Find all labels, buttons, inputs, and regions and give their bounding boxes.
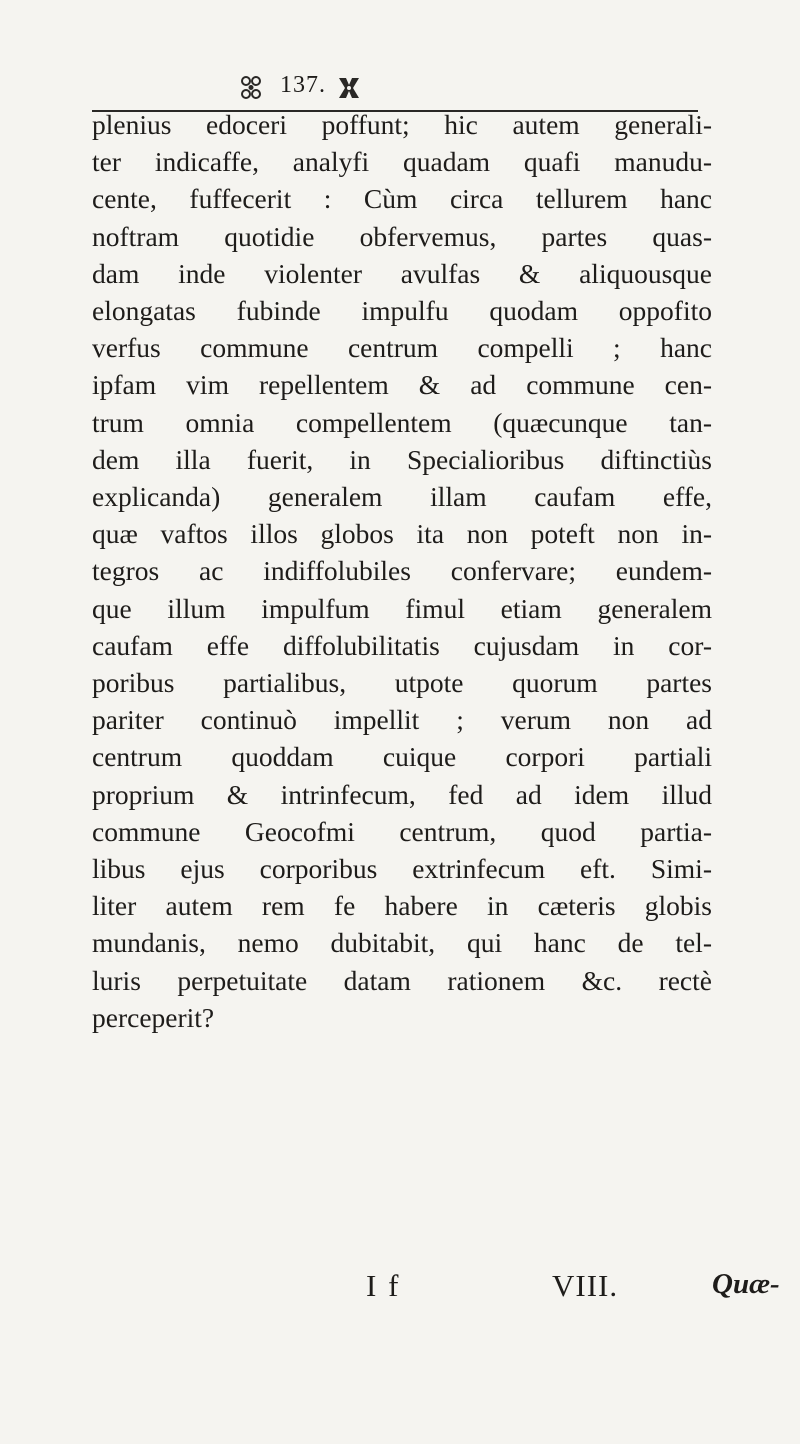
body-paragraph <box>92 106 712 1036</box>
text-line: pariter continuò impellit ; verum non ad <box>92 704 712 736</box>
text-line: centrum quoddam cuique corpori partiali <box>92 741 712 773</box>
text-line: commune Geocofmi centrum, quod partia- <box>92 815 712 847</box>
text-line: liter autem rem fe habere in cæteris globis <box>92 890 712 922</box>
catchword: Quæ- <box>712 1268 780 1300</box>
text-line: caufam effe diffolubilitatis cujusdam in cor- <box>92 629 712 661</box>
signature-mark: I f <box>366 1268 401 1303</box>
text-line: plenius edoceri poffunt; hic autem generali- <box>92 109 712 140</box>
text-line: perceperit? <box>92 1001 215 1033</box>
text-line: cente, fuffecerit : Cùm circa tellurem hanc <box>92 183 712 215</box>
text-line: que illum impulfum fimul etiam generalem <box>92 592 712 624</box>
text-line: ter indicaffe, analyfi quadam quafi manudu- <box>92 146 712 178</box>
text-line: mundanis, nemo dubitabit, qui hanc de tel- <box>92 927 712 959</box>
text-line: libus ejus corporibus extrinfecum eft. Simi- <box>92 853 712 885</box>
text-line: quæ vaftos illos globos ita non poteft non in- <box>92 518 712 550</box>
text-line: tegros ac indiffolubiles confervare; eundem- <box>92 555 712 587</box>
page-footer <box>0 1268 800 1316</box>
text-line: noftram quotidie obfervemus, partes quas- <box>92 220 712 252</box>
text-line: luris perpetuitate datam rationem &c. rectè <box>92 964 712 996</box>
text-line: trum omnia compellentem (quæcunque tan- <box>92 406 712 438</box>
page-number: 137. <box>280 72 326 98</box>
text-line: ipfam vim repellentem & ad commune cen- <box>92 369 712 401</box>
text-line: verfus commune centrum compelli ; hanc <box>92 332 712 364</box>
text-line: poribus partialibus, utpote quorum partes <box>92 667 712 699</box>
text-line: explicanda) generalem illam caufam effe, <box>92 481 712 513</box>
section-heading-preview: VIII. <box>552 1268 619 1303</box>
printer-ornament-icon <box>238 74 264 102</box>
text-line: dam inde violenter avulfas & aliquousque <box>92 257 712 289</box>
text-line: proprium & intrinfecum, fed ad idem illud <box>92 778 712 810</box>
text-line: dem illa fuerit, in Specialioribus diftinctiùs <box>92 443 712 475</box>
text-line: elongatas fubinde impulfu quodam oppofito <box>92 295 712 327</box>
printer-ornament-icon <box>336 74 362 102</box>
